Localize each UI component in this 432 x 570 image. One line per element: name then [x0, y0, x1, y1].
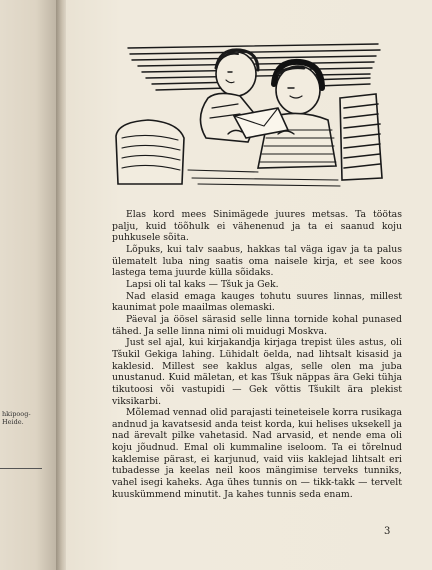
- boys-reading-illustration: [108, 38, 388, 190]
- left-snippet-line: hkipoog-: [2, 410, 31, 418]
- paragraph: Elas kord mees Sinimägede juures metsas. Ta töötas palju, kuid töõhulk ei vähenenud ja ta ei saanud koju puhkusele sõita.: [112, 209, 402, 244]
- right-page: [66, 0, 432, 570]
- paragraph: Lapsi oli tal kaks — Tšuk ja Gek.: [126, 278, 279, 290]
- paragraph: Lõpuks, kui talv saabus, hakkas tal väga igav ja ta palus ülematelt luba ning saatis oma naisele kirja, et see koos lastega tema juurde külla sõidaks.: [112, 243, 402, 279]
- left-snippet-line: Heide.: [2, 418, 24, 426]
- paragraph: Mõlemad vennad olid parajasti teineteisele korra rusikaga andnud ja kavatsesid anda teist korda, kui helises uksekell ja nad ärevalt pilke vahetasid. Nad arvasid, et nende ema oli koju jõudnud. Emal oli kummaline iseloom. Ta ei tõrelnud kaklemise pärast, ei karjunud, vaid viis kaklejad lihtsalt eri tubadesse ja keelas neil koos mängimise terveks tunniks, vahel isegi kaheks. Aga ühes tunnis on — tikk-takk — tervelt kuuskümmend minutit. Ja kahes tunnis seda enam.: [112, 407, 402, 500]
- paragraph: Päeval ja öösel särasid selle linna tornide kohal punased tähed. Ja selle linna nimi oli muidugi Moskva.: [112, 313, 402, 337]
- left-page: [0, 0, 60, 570]
- left-page-text-fragment: [2, 410, 42, 426]
- paragraph: Just sel ajal, kui kirjakandja kirjaga trepist üles astus, oli Tšukil Gekiga lahing. Lühidalt öelda, nad lihtsalt kisasid ja kaklesid. Millest see kaklus algas, selle olen ma juba unustanud. Kuid mäletan, et kas Tšuk näppas ära Geki tühja tikutoosi või vastupidi — Gek võttis Tšukilt ära plekist viksikarbi.: [112, 337, 402, 407]
- paragraph: Nad elasid emaga kauges tohutu suures linnas, millest kaunimat pole maailmas olemaski.: [112, 290, 402, 314]
- left-page-rule: [0, 468, 42, 469]
- story-text: [112, 209, 402, 500]
- page-number: 3: [384, 526, 391, 537]
